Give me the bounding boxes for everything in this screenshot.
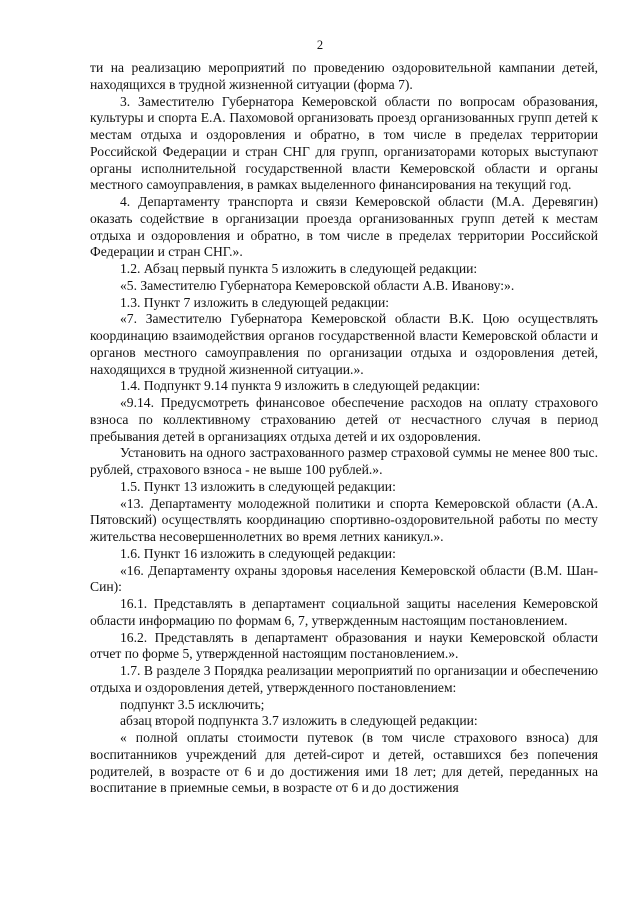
paragraph: Установить на одного застрахованного размер страховой суммы не менее 800 тыс. рублей, страхового взноса - не выше 100 рублей.». — [90, 445, 598, 477]
page-number: 2 — [316, 38, 324, 52]
paragraph: 1.7. В разделе 3 Порядка реализации мероприятий по организации и обеспечению отдыха и оздоровления детей, утвержденного постановлением: — [90, 663, 598, 695]
paragraph: «5. Заместителю Губернатора Кемеровской области А.В. Иванову:». — [120, 277, 515, 293]
paragraph: 1.3. Пункт 7 изложить в следующей редакции: — [120, 294, 390, 310]
paragraph: 1.5. Пункт 13 изложить в следующей редакции: — [120, 478, 396, 494]
paragraph: «9.14. Предусмотреть финансовое обеспечение расходов на оплату страхового взноса по коллективному страхованию детей от несчастного случая в период пребывания детей в организациях отдыха детей и их оздоровления. — [90, 395, 598, 444]
paragraph: «7. Заместителю Губернатора Кемеровской области В.К. Цою осуществлять координацию взаимодействия органов государственной власти Кемеровской области и органов местного самоуправления по организации отдыха и оздоровления детей, находящихся в трудной жизненной ситуации.». — [90, 311, 598, 377]
document-body — [90, 60, 598, 797]
paragraph: «16. Департаменту охраны здоровья населения Кемеровской области (В.М. Шан-Син): — [90, 562, 598, 595]
paragraph: 16.1. Представлять в департамент социальной защиты населения Кемеровской области информацию по формам 6, 7, утвержденным настоящим постановлением. — [90, 596, 598, 628]
paragraph: 4. Департаменту транспорта и связи Кемеровской области (М.А. Деревягин) оказать содействие в организации проезда организованных групп детей к местам отдыха и оздоровления и обратно, в том числе в пределах территории Российской Федерации и стран СНГ.». — [90, 194, 598, 260]
paragraph: 3. Заместителю Губернатора Кемеровской области по вопросам образования, культуры и спорта Е.А. Пахомовой организовать проезд организованных групп детей к местам отдыха и оздоровления и обратно, в том числе в пределах территории Российской Федерации и стран СНГ для групп, организаторами которых выступают органы исполнительной государственной власти Кемеровской области и органы местного самоуправления, в рамках выделенного финансирования на текущий год. — [90, 93, 598, 193]
paragraph: 1.6. Пункт 16 изложить в следующей редакции: — [120, 545, 396, 561]
paragraph: « полной оплаты стоимости путевок (в том числе страхового взноса) для воспитанников учреждений для детей-сирот и детей, оставшихся без попечения родителей, в возрасте от 6 и до достижения ими 18 лет; для детей, переданных на воспитание в приемные семьи, в возрасте от 6 и до достижения — [90, 730, 598, 796]
paragraph: «13. Департаменту молодежной политики и спорта Кемеровской области (А.А. Пятовский) осуществлять координацию спортивно-оздоровительной работы по месту жительства несовершеннолетних во время летних каникул.». — [90, 495, 598, 544]
paragraph: подпункт 3.5 исключить; — [120, 696, 265, 712]
paragraph: 1.4. Подпункт 9.14 пункта 9 изложить в следующей редакции: — [120, 378, 481, 394]
paragraph: 1.2. Абзац первый пункта 5 изложить в следующей редакции: — [120, 261, 478, 276]
paragraph: абзац второй подпункта 3.7 изложить в следующей редакции: — [120, 713, 478, 729]
paragraph: ти на реализацию мероприятий по проведению оздоровительной кампании детей, находящихся в трудной жизненной ситуации (форма 7). — [90, 60, 598, 92]
paragraph: 16.2. Представлять в департамент образования и науки Кемеровской области отчет по форме 5, утвержденной настоящим постановлением.». — [90, 629, 598, 662]
